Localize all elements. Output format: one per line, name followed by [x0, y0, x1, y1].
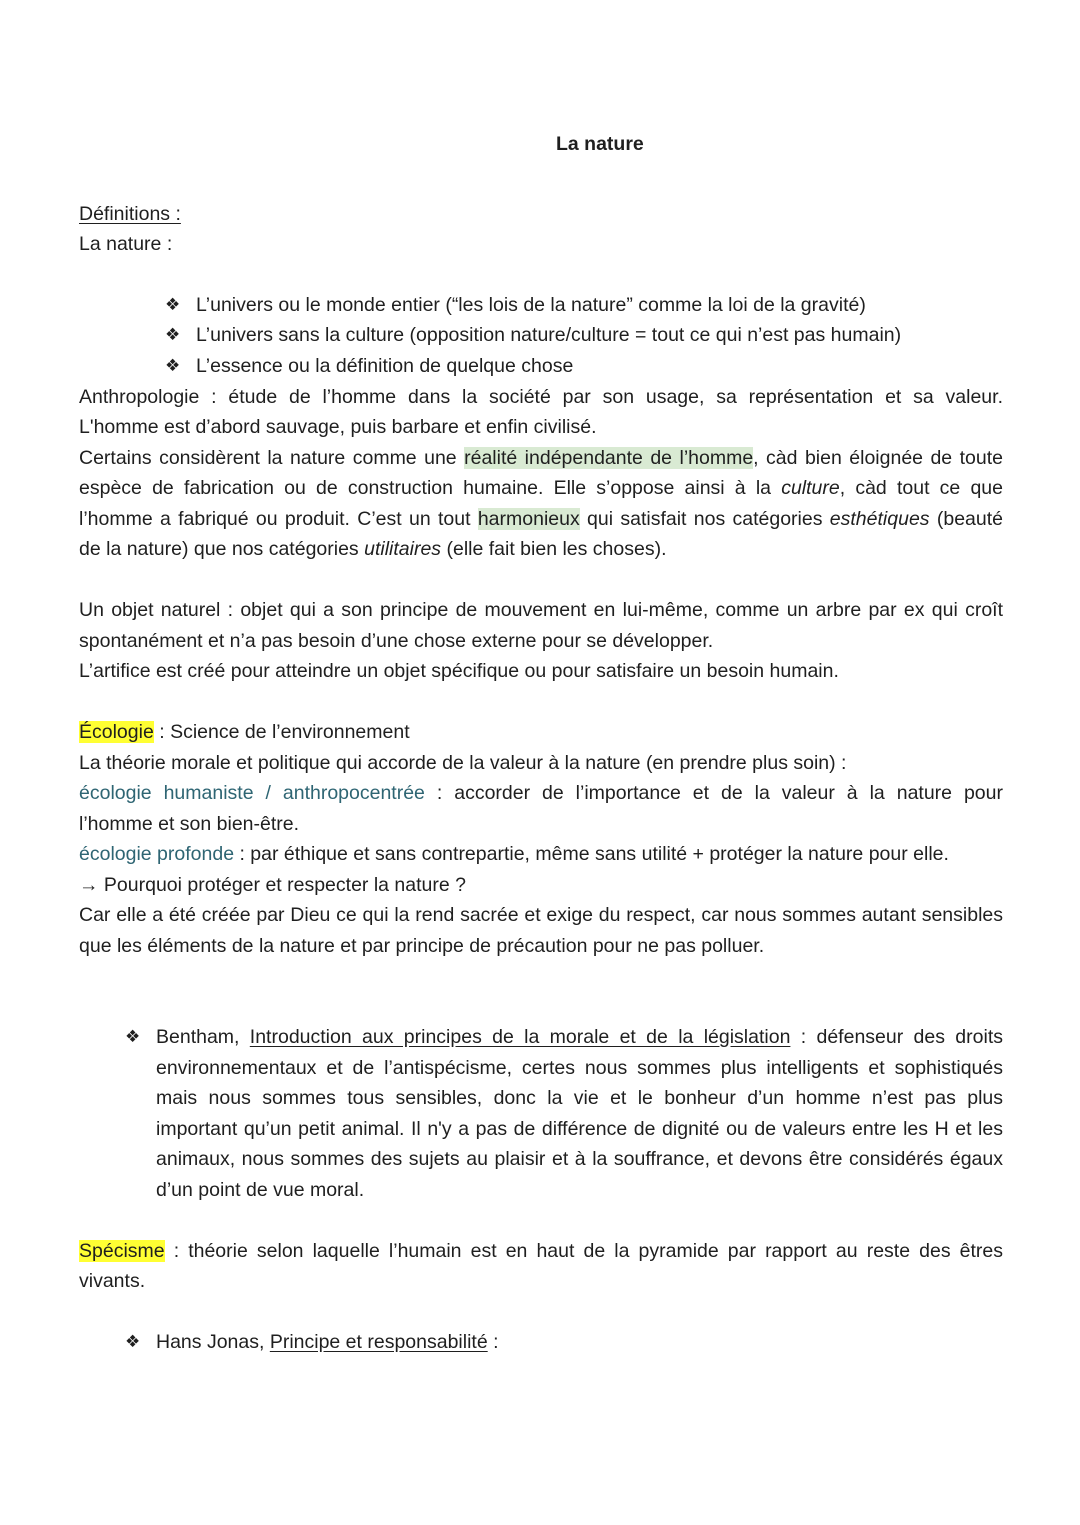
ecologie-theory: La théorie morale et politique qui accorde de la valeur à la nature (en prendre plus soin) :	[79, 752, 847, 774]
bentham-line-6: d’un point de vue moral.	[156, 1179, 365, 1201]
ecologie-humaniste-2: l’homme et son bien-être.	[79, 813, 300, 835]
certains-line-2: espèce de fabrication ou de construction humaine. Elle s’oppose ainsi à la culture, càd tout ce que	[79, 477, 1003, 499]
ecologie-profonde: écologie profonde : par éthique et sans contrepartie, même sans utilité + protéger la nature pour elle.	[79, 843, 949, 865]
objet-line-2: spontanément et n’a pas besoin d’une chose externe pour se développer.	[79, 630, 714, 652]
ecologie-humaniste: écologie humaniste / anthropocentrée : accorder de l’importance et de la valeur à la nature pour	[79, 782, 1003, 804]
highlight-ecologie: Écologie	[79, 721, 154, 743]
bullet-icon: ❖	[165, 295, 181, 314]
bentham-line-1: Bentham, Introduction aux principes de la morale et de la législation : défenseur des droits	[156, 1026, 1003, 1048]
certains-line-4: de la nature) que nos catégories utilitaires (elle fait bien les choses).	[79, 538, 667, 560]
bullet-icon: ❖	[165, 325, 181, 344]
specisme-line-1: Spécisme : théorie selon laquelle l’humain est en haut de la pyramide par rapport au reste des êtres	[79, 1240, 1003, 1262]
highlight-specisme: Spécisme	[79, 1240, 165, 1262]
bentham-line-4: important qu’un petit animal. Il n'y a pas de différence de dignité ou de valeurs entre les H et les	[156, 1118, 1003, 1140]
ecologie-answer-2: que les éléments de la nature et par principe de précaution pour ne pas polluer.	[79, 935, 765, 957]
nature-bullet-2: L’univers sans la culture (opposition nature/culture = tout ce qui n’est pas humain)	[196, 324, 902, 346]
nature-bullet-3: L’essence ou la définition de quelque chose	[196, 355, 574, 377]
jonas-line: Hans Jonas, Principe et responsabilité :	[156, 1331, 499, 1353]
anthropologie-line-2: L'homme est d’abord sauvage, puis barbare et enfin civilisé.	[79, 416, 597, 438]
bentham-work-title: Introduction aux principes de la morale et de la législation	[249, 1026, 791, 1048]
ecologie-answer-1: Car elle a été créée par Dieu ce qui la rend sacrée et exige du respect, car nous sommes autant sensibles	[79, 904, 1003, 926]
ecologie-question: → Pourquoi protéger et respecter la nature ?	[79, 874, 466, 896]
certains-line-1: Certains considèrent la nature comme une réalité indépendante de l’homme, càd bien éloignée de toute	[79, 447, 1003, 469]
objet-line-1: Un objet naturel : objet qui a son principe de mouvement en lui-même, comme un arbre par ex qui croît	[79, 599, 1003, 621]
jonas-work-title: Principe et responsabilité	[269, 1331, 488, 1353]
nature-bullet-1: L’univers ou le monde entier (“les lois de la nature” comme la loi de la gravité)	[196, 294, 866, 316]
anthropologie-line-1: Anthropologie : étude de l’homme dans la société par son usage, sa représentation et sa valeur.	[79, 386, 1003, 408]
bullet-icon: ❖	[125, 1332, 141, 1351]
objet-line-3: L’artifice est créé pour atteindre un objet spécifique ou pour satisfaire un besoin humain.	[79, 660, 839, 682]
bullet-icon: ❖	[125, 1027, 141, 1046]
specisme-line-2: vivants.	[79, 1270, 146, 1292]
ecologie-definition: Écologie : Science de l’environnement	[79, 721, 410, 743]
highlight-realite: réalité indépendante de l’homme	[464, 447, 754, 469]
bentham-line-3: mais nous sommes tous sensibles, donc la vie et le bonheur d’un homme n’est pas plus	[156, 1087, 1003, 1109]
highlight-harmonieux: harmonieux	[477, 508, 580, 530]
bentham-line-5: animaux, nous sommes des sujets au plaisir et à la souffrance, et devons être considérés égaux	[156, 1148, 1003, 1170]
definitions-heading: Définitions :	[79, 203, 181, 225]
certains-line-3: l’homme a fabriqué ou produit. C’est un tout harmonieux qui satisfait nos catégories esthétiques (beauté	[79, 508, 1003, 530]
nature-label: La nature :	[79, 233, 173, 255]
page-title: La nature	[556, 133, 644, 155]
bentham-line-2: environnementaux et de l’antispécisme, certes nous sommes plus intelligents et sophistiqués	[156, 1057, 1003, 1079]
bullet-icon: ❖	[165, 356, 181, 375]
